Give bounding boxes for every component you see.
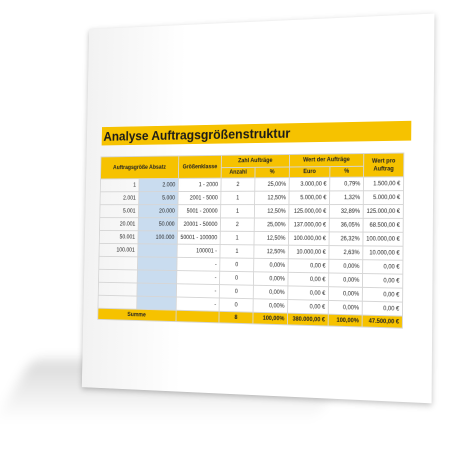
header-prozent: % — [255, 167, 289, 178]
cell-von[interactable]: 1 — [100, 179, 139, 192]
cell-wert-anteil: 1,32% — [330, 191, 364, 205]
cell-wert-pro-auftrag: 10.000,00 € — [363, 246, 403, 260]
cell-euro: 0,00 € — [288, 300, 329, 315]
cell-von[interactable] — [99, 269, 138, 283]
cell-groessenklasse: 50001 - 100000 — [177, 231, 220, 245]
cell-von[interactable]: 5.001 — [100, 205, 139, 218]
cell-anteil: 0,00% — [253, 299, 288, 313]
cell-wert-anteil: 0,00% — [329, 273, 363, 287]
cell-von[interactable]: 100.001 — [99, 243, 138, 256]
summe-wert-anteil: 100,00% — [328, 314, 362, 327]
cell-euro: 137.000,00 € — [289, 218, 330, 232]
cell-euro: 5.000,00 € — [289, 191, 330, 205]
summe-euro: 380.000,00 € — [287, 313, 328, 326]
header-wert-pro-auftrag: Wert pro Auftrag — [364, 153, 404, 177]
cell-bis[interactable]: 100.000 — [138, 231, 178, 244]
cell-anzahl: 1 — [221, 205, 255, 218]
cell-wert-pro-auftrag: 68.500,00 € — [363, 218, 403, 232]
cell-groessenklasse: - — [176, 297, 219, 311]
cell-wert-anteil: 2,63% — [329, 246, 363, 260]
cell-anzahl: 0 — [219, 285, 253, 299]
cell-wert-anteil: 26,32% — [329, 232, 363, 246]
cell-bis[interactable] — [137, 296, 177, 310]
cell-wert-pro-auftrag: 1.500,00 € — [363, 177, 403, 191]
summe-anzahl: 8 — [219, 311, 253, 323]
cell-euro: 3.000,00 € — [289, 177, 330, 191]
cell-groessenklasse: 1 - 2000 — [178, 178, 221, 191]
summe-label: Summe — [98, 308, 176, 321]
cell-groessenklasse: 2001 - 5000 — [178, 191, 221, 204]
cell-euro: 125.000,00 € — [289, 205, 330, 219]
table-row — [100, 177, 403, 192]
cell-anteil: 25,00% — [255, 178, 290, 192]
cell-bis[interactable] — [137, 257, 177, 271]
cell-groessenklasse: 100001 - — [177, 244, 220, 258]
table-row — [100, 191, 404, 205]
cell-von[interactable]: 50.001 — [99, 231, 138, 244]
summe-empty — [176, 310, 219, 323]
cell-euro: 10.000,00 € — [288, 245, 329, 259]
cell-anzahl: 2 — [220, 218, 254, 232]
cell-anzahl: 2 — [221, 178, 255, 192]
cell-anteil: 12,50% — [254, 245, 289, 259]
cell-wert-anteil: 32,89% — [329, 205, 363, 219]
cell-anzahl: 0 — [220, 271, 254, 285]
header-auftragsgroesse: Auftragsgröße Absatz — [101, 156, 179, 179]
cell-wert-pro-auftrag: 0,00 € — [363, 274, 403, 289]
table-row — [100, 205, 404, 219]
cell-anzahl: 0 — [219, 298, 253, 312]
cell-groessenklasse: - — [176, 284, 219, 298]
header-wert-auftraege: Wert der Aufträge — [289, 154, 363, 167]
cell-anzahl: 0 — [220, 258, 254, 272]
header-groessenklasse: Größenklasse — [178, 155, 221, 178]
cell-anzahl: 1 — [220, 245, 254, 259]
cell-euro: 100.000,00 € — [288, 232, 329, 246]
cell-bis[interactable]: 5.000 — [139, 192, 179, 205]
cell-anteil: 12,50% — [254, 205, 289, 219]
cell-anteil: 25,00% — [254, 218, 289, 232]
header-euro: Euro — [289, 167, 330, 178]
cell-wert-anteil: 0,00% — [329, 259, 363, 273]
sheet-title: Analyse Auftragsgrößenstruktur — [102, 121, 412, 146]
cell-wert-pro-auftrag: 100.000,00 € — [363, 232, 403, 246]
cell-wert-pro-auftrag: 0,00 € — [362, 301, 402, 316]
summe-pro: 47.500,00 € — [362, 315, 402, 328]
header-zahl-auftraege: Zahl Aufträge — [221, 154, 289, 167]
cell-von[interactable]: 20.001 — [100, 218, 139, 231]
summe-anteil: 100,00% — [253, 312, 288, 325]
cell-wert-anteil: 0,00% — [328, 287, 362, 302]
cell-anteil: 12,50% — [255, 191, 290, 205]
cell-anteil: 0,00% — [253, 285, 288, 299]
analysis-table — [97, 153, 404, 329]
cell-wert-pro-auftrag: 0,00 € — [363, 260, 403, 274]
cell-anteil: 12,50% — [254, 231, 289, 245]
cell-von[interactable] — [98, 282, 137, 296]
cell-anteil: 0,00% — [253, 272, 288, 286]
cell-von[interactable]: 2.001 — [100, 192, 139, 205]
cell-wert-pro-auftrag: 0,00 € — [362, 287, 402, 302]
cell-wert-pro-auftrag: 5.000,00 € — [363, 191, 403, 205]
cell-anzahl: 1 — [220, 231, 254, 245]
cell-groessenklasse: - — [177, 271, 220, 285]
spreadsheet-page — [82, 14, 435, 404]
cell-bis[interactable]: 20.000 — [138, 205, 178, 218]
cell-groessenklasse: 5001 - 20000 — [178, 205, 221, 218]
cell-euro: 0,00 € — [288, 286, 329, 301]
cell-groessenklasse: - — [177, 257, 220, 271]
table-body — [98, 177, 404, 316]
cell-euro: 0,00 € — [288, 272, 329, 286]
cell-von[interactable] — [98, 295, 137, 309]
cell-bis[interactable] — [138, 244, 178, 258]
cell-wert-anteil: 0,00% — [328, 300, 362, 315]
cell-bis[interactable]: 50.000 — [138, 218, 178, 231]
cell-wert-anteil: 0,79% — [330, 177, 364, 191]
cell-wert-anteil: 36,05% — [329, 218, 363, 232]
cell-euro: 0,00 € — [288, 259, 329, 273]
cell-anteil: 0,00% — [254, 258, 289, 272]
cell-groessenklasse: 20001 - 50000 — [178, 218, 221, 231]
header-prozent-wert: % — [330, 166, 364, 177]
header-anzahl: Anzahl — [221, 167, 255, 178]
cell-von[interactable] — [99, 256, 138, 270]
cell-wert-pro-auftrag: 125.000,00 € — [363, 205, 403, 219]
cell-bis[interactable]: 2.000 — [139, 178, 179, 191]
cell-bis[interactable] — [137, 283, 177, 297]
cell-anzahl: 1 — [221, 191, 255, 204]
cell-bis[interactable] — [137, 270, 177, 284]
